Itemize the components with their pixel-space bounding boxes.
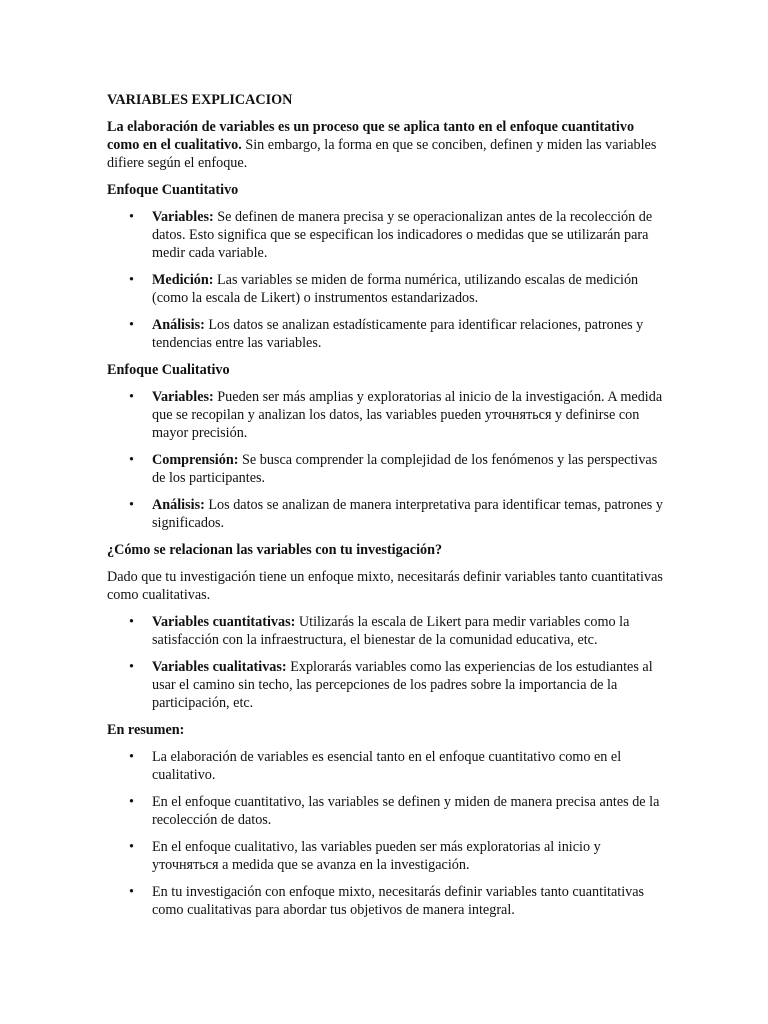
document-body [107,91,667,928]
item-text: Se definen de manera precisa y se operacionalizan antes de la recolección de datos. Esto significa que se especifican los indicadores o medidas que se utilizarán para medir cada variable. [152,209,653,261]
item-label: Medición: [152,272,214,288]
list-item [107,388,667,442]
relation-heading: ¿Cómo se relacionan las variables con tu investigación? [107,542,443,558]
list-item [107,208,667,262]
list-item [107,838,667,874]
item-text: En el enfoque cuantitativo, las variables se definen y miden de manera precisa antes de la recolección de datos. [152,794,660,828]
list-item [107,496,667,532]
item-text: Se busca comprender la complejidad de los fenómenos y las perspectivas de los participantes. [152,452,658,486]
list-item [107,793,667,829]
item-label: Comprensión: [152,452,239,468]
item-label: Variables: [152,389,214,405]
item-label: Análisis: [152,497,205,513]
relation-paragraph: Dado que tu investigación tiene un enfoque mixto, necesitarás definir variables tanto cuantitativas como cualitativas. [107,569,663,603]
bullet-icon: • [129,317,134,333]
item-label: Variables: [152,209,214,225]
quantitative-heading: Enfoque Cuantitativo [107,182,239,198]
qualitative-list [107,388,667,532]
list-item [107,271,667,307]
item-text: Los datos se analizan de manera interpretativa para identificar temas, patrones y significados. [152,497,663,531]
item-text: En tu investigación con enfoque mixto, necesitarás definir variables tanto cuantitativas como cualitativas para abordar tus objetivos de manera integral. [152,884,645,918]
qualitative-heading: Enfoque Cualitativo [107,362,230,378]
relation-list [107,613,667,712]
list-item [107,316,667,352]
summary-heading: En resumen: [107,722,185,738]
list-item [107,883,667,919]
item-text: Pueden ser más amplias y exploratorias al inicio de la investigación. A medida que se recopilan y analizan los datos, las variables pueden уточняться y definirse con mayor precisión. [152,389,663,441]
bullet-icon: • [129,497,134,513]
bullet-icon: • [129,272,134,288]
intro-text: Sin embargo, la forma en que se conciben, definen y miden las variables difiere según el enfoque. [107,137,657,171]
bullet-icon: • [129,659,134,675]
document-title: VARIABLES EXPLICACION [107,92,293,108]
quantitative-list [107,208,667,352]
bullet-icon: • [129,452,134,468]
item-text: Las variables se miden de forma numérica, utilizando escalas de medición (como la escala de Likert) o instrumentos estandarizados. [152,272,639,306]
bullet-icon: • [129,389,134,405]
item-text: Los datos se analizan estadísticamente para identificar relaciones, patrones y tendencias entre las variables. [152,317,644,351]
item-label: Análisis: [152,317,205,333]
list-item [107,748,667,784]
bullet-icon: • [129,839,134,855]
summary-list [107,748,667,919]
intro-paragraph [107,118,667,172]
list-item [107,451,667,487]
item-text: Explorarás variables como las experiencias de los estudiantes al usar el camino sin techo, las percepciones de los padres sobre la importancia de la participación, etc. [152,659,653,711]
bullet-icon: • [129,749,134,765]
bullet-icon: • [129,884,134,900]
item-label: Variables cualitativas: [152,659,287,675]
item-text: En el enfoque cualitativo, las variables pueden ser más exploratorias al inicio y уточняться a medida que se avanza en la investigación. [152,839,601,873]
bullet-icon: • [129,794,134,810]
bullet-icon: • [129,209,134,225]
item-text: La elaboración de variables es esencial tanto en el enfoque cuantitativo como en el cualitativo. [152,749,622,783]
item-label: Variables cuantitativas: [152,614,296,630]
list-item [107,658,667,712]
bullet-icon: • [129,614,134,630]
list-item [107,613,667,649]
item-text: Utilizarás la escala de Likert para medir variables como la satisfacción con la infraestructura, el bienestar de la comunidad educativa, etc. [152,614,630,648]
intro-bold-text: La elaboración de variables es un proceso que se aplica tanto en el enfoque cuantitativo como en el cualitativo. [107,119,635,153]
